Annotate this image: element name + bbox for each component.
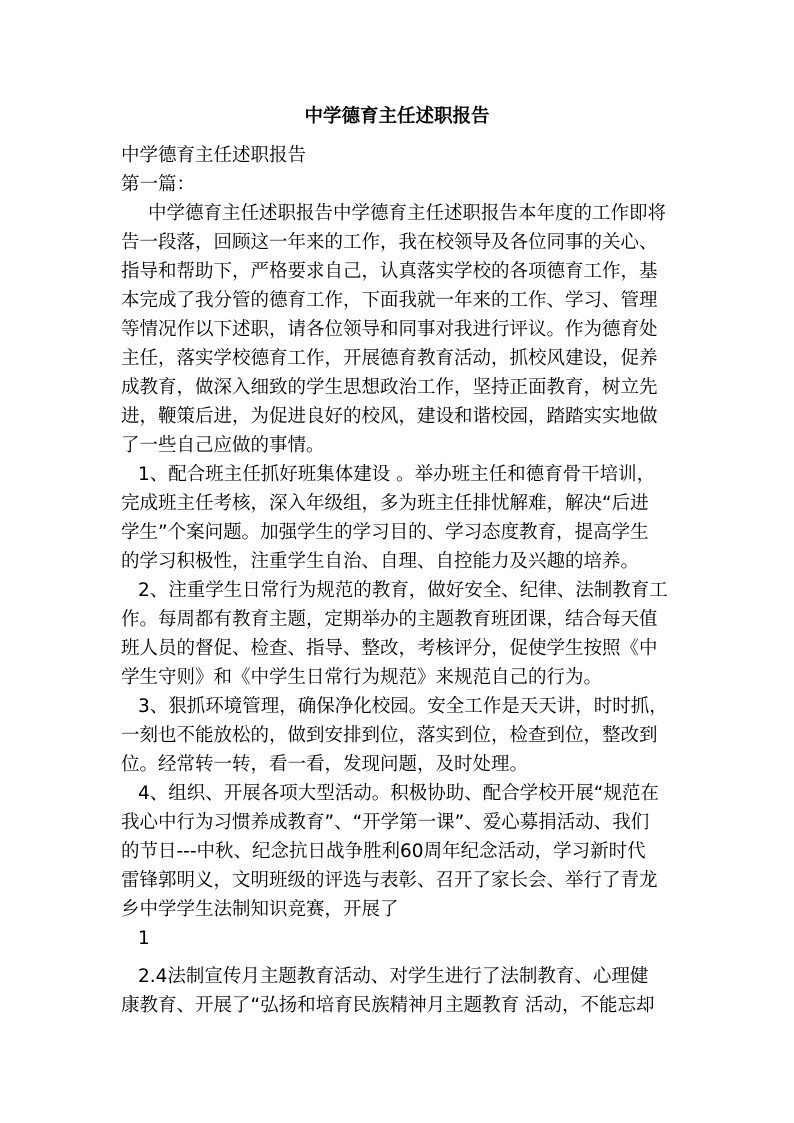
text-line: 了一些自己应做的事情。 <box>121 435 325 456</box>
text-line: 本完成了我分管的德育工作，下面我就一年来的工作、学习、管理 <box>121 290 658 311</box>
text-line: 成教育，做深入细致的学生思想政治工作，坚持正面教育，树立先 <box>121 377 658 398</box>
document-title: 中学德育主任述职报告 <box>304 106 490 127</box>
text-line: 指导和帮助下，严格要求自己，认真落实学校的各项德育工作，基 <box>121 261 658 282</box>
text-line: 班人员的督促、检查、指导、整改，考核评分，促使学生按照《中 <box>121 638 658 659</box>
text-line: 学生”个案问题。加强学生的学习目的、学习态度教育，提高学生 <box>121 522 649 543</box>
text-line: 等情况作以下述职，请各位领导和同事对我进行评议。作为德育处 <box>121 319 658 340</box>
text-line: 中学德育主任述职报告 <box>121 145 307 166</box>
text-line: 3、狠抓环境管理，确保净化校园。安全工作是天天讲，时时抓， <box>138 696 668 717</box>
text-line: 告一段落，回顾这一年来的工作，我在校领导及各位同事的关心、 <box>121 232 658 253</box>
text-line: 主任，落实学校德育工作，开展德育教育活动，抓校风建设，促养 <box>121 348 658 369</box>
text-line: 位。经常转一转，看一看，发现问题，及时处理。 <box>121 754 529 775</box>
text-line: 进，鞭策后进，为促进良好的校风，建设和谐校园，踏踏实实地做 <box>121 406 658 427</box>
text-line: 中学德育主任述职报告中学德育主任述职报告本年度的工作即将 <box>148 203 667 224</box>
text-line: 的节日---中秋、纪念抗日战争胜利60周年纪念活动，学习新时代 <box>121 841 646 862</box>
text-line: 2、注重学生日常行为规范的教育，做好安全、纪律、法制教育工 <box>138 580 668 601</box>
text-line: 乡中学学生法制知识竞赛，开展了 <box>121 899 399 920</box>
text-line: 4、组织、开展各项大型活动。积极协助、配合学校开展“规范在 <box>138 783 659 804</box>
text-line: 1、配合班主任抓好班集体建设 。举办班主任和德育骨干培训， <box>138 464 656 485</box>
text-line: 作。每周都有教育主题，定期举办的主题教育班团课，结合每天值 <box>121 609 658 630</box>
text-line: 一刻也不能放松的，做到安排到位，落实到位，检查到位，整改到 <box>121 725 658 746</box>
text-line: 雷锋郭明义，文明班级的评选与表彰、召开了家长会、举行了青龙 <box>121 870 658 891</box>
text-line: 康教育、开展了“弘扬和培育民族精神月主题教育 活动，不能忘却 <box>121 995 655 1016</box>
text-line: 完成班主任考核，深入年级组，多为班主任排忧解难，解决“后进 <box>121 493 649 514</box>
page-number: 1 <box>138 928 150 949</box>
text-line: 我心中行为习惯养成教育”、“开学第一课”、爱心募捐活动、我们 <box>121 812 650 833</box>
text-line: 2.4法制宣传月主题教育活动、对学生进行了法制教育、心理健 <box>138 966 649 987</box>
document-body <box>121 141 681 1020</box>
text-line: 第一篇： <box>121 174 196 195</box>
text-line: 学生守则》和《中学生日常行为规范》来规范自己的行为。 <box>121 667 603 688</box>
text-line: 的学习积极性，注重学生自治、自理、自控能力及兴趣的培养。 <box>121 551 640 572</box>
